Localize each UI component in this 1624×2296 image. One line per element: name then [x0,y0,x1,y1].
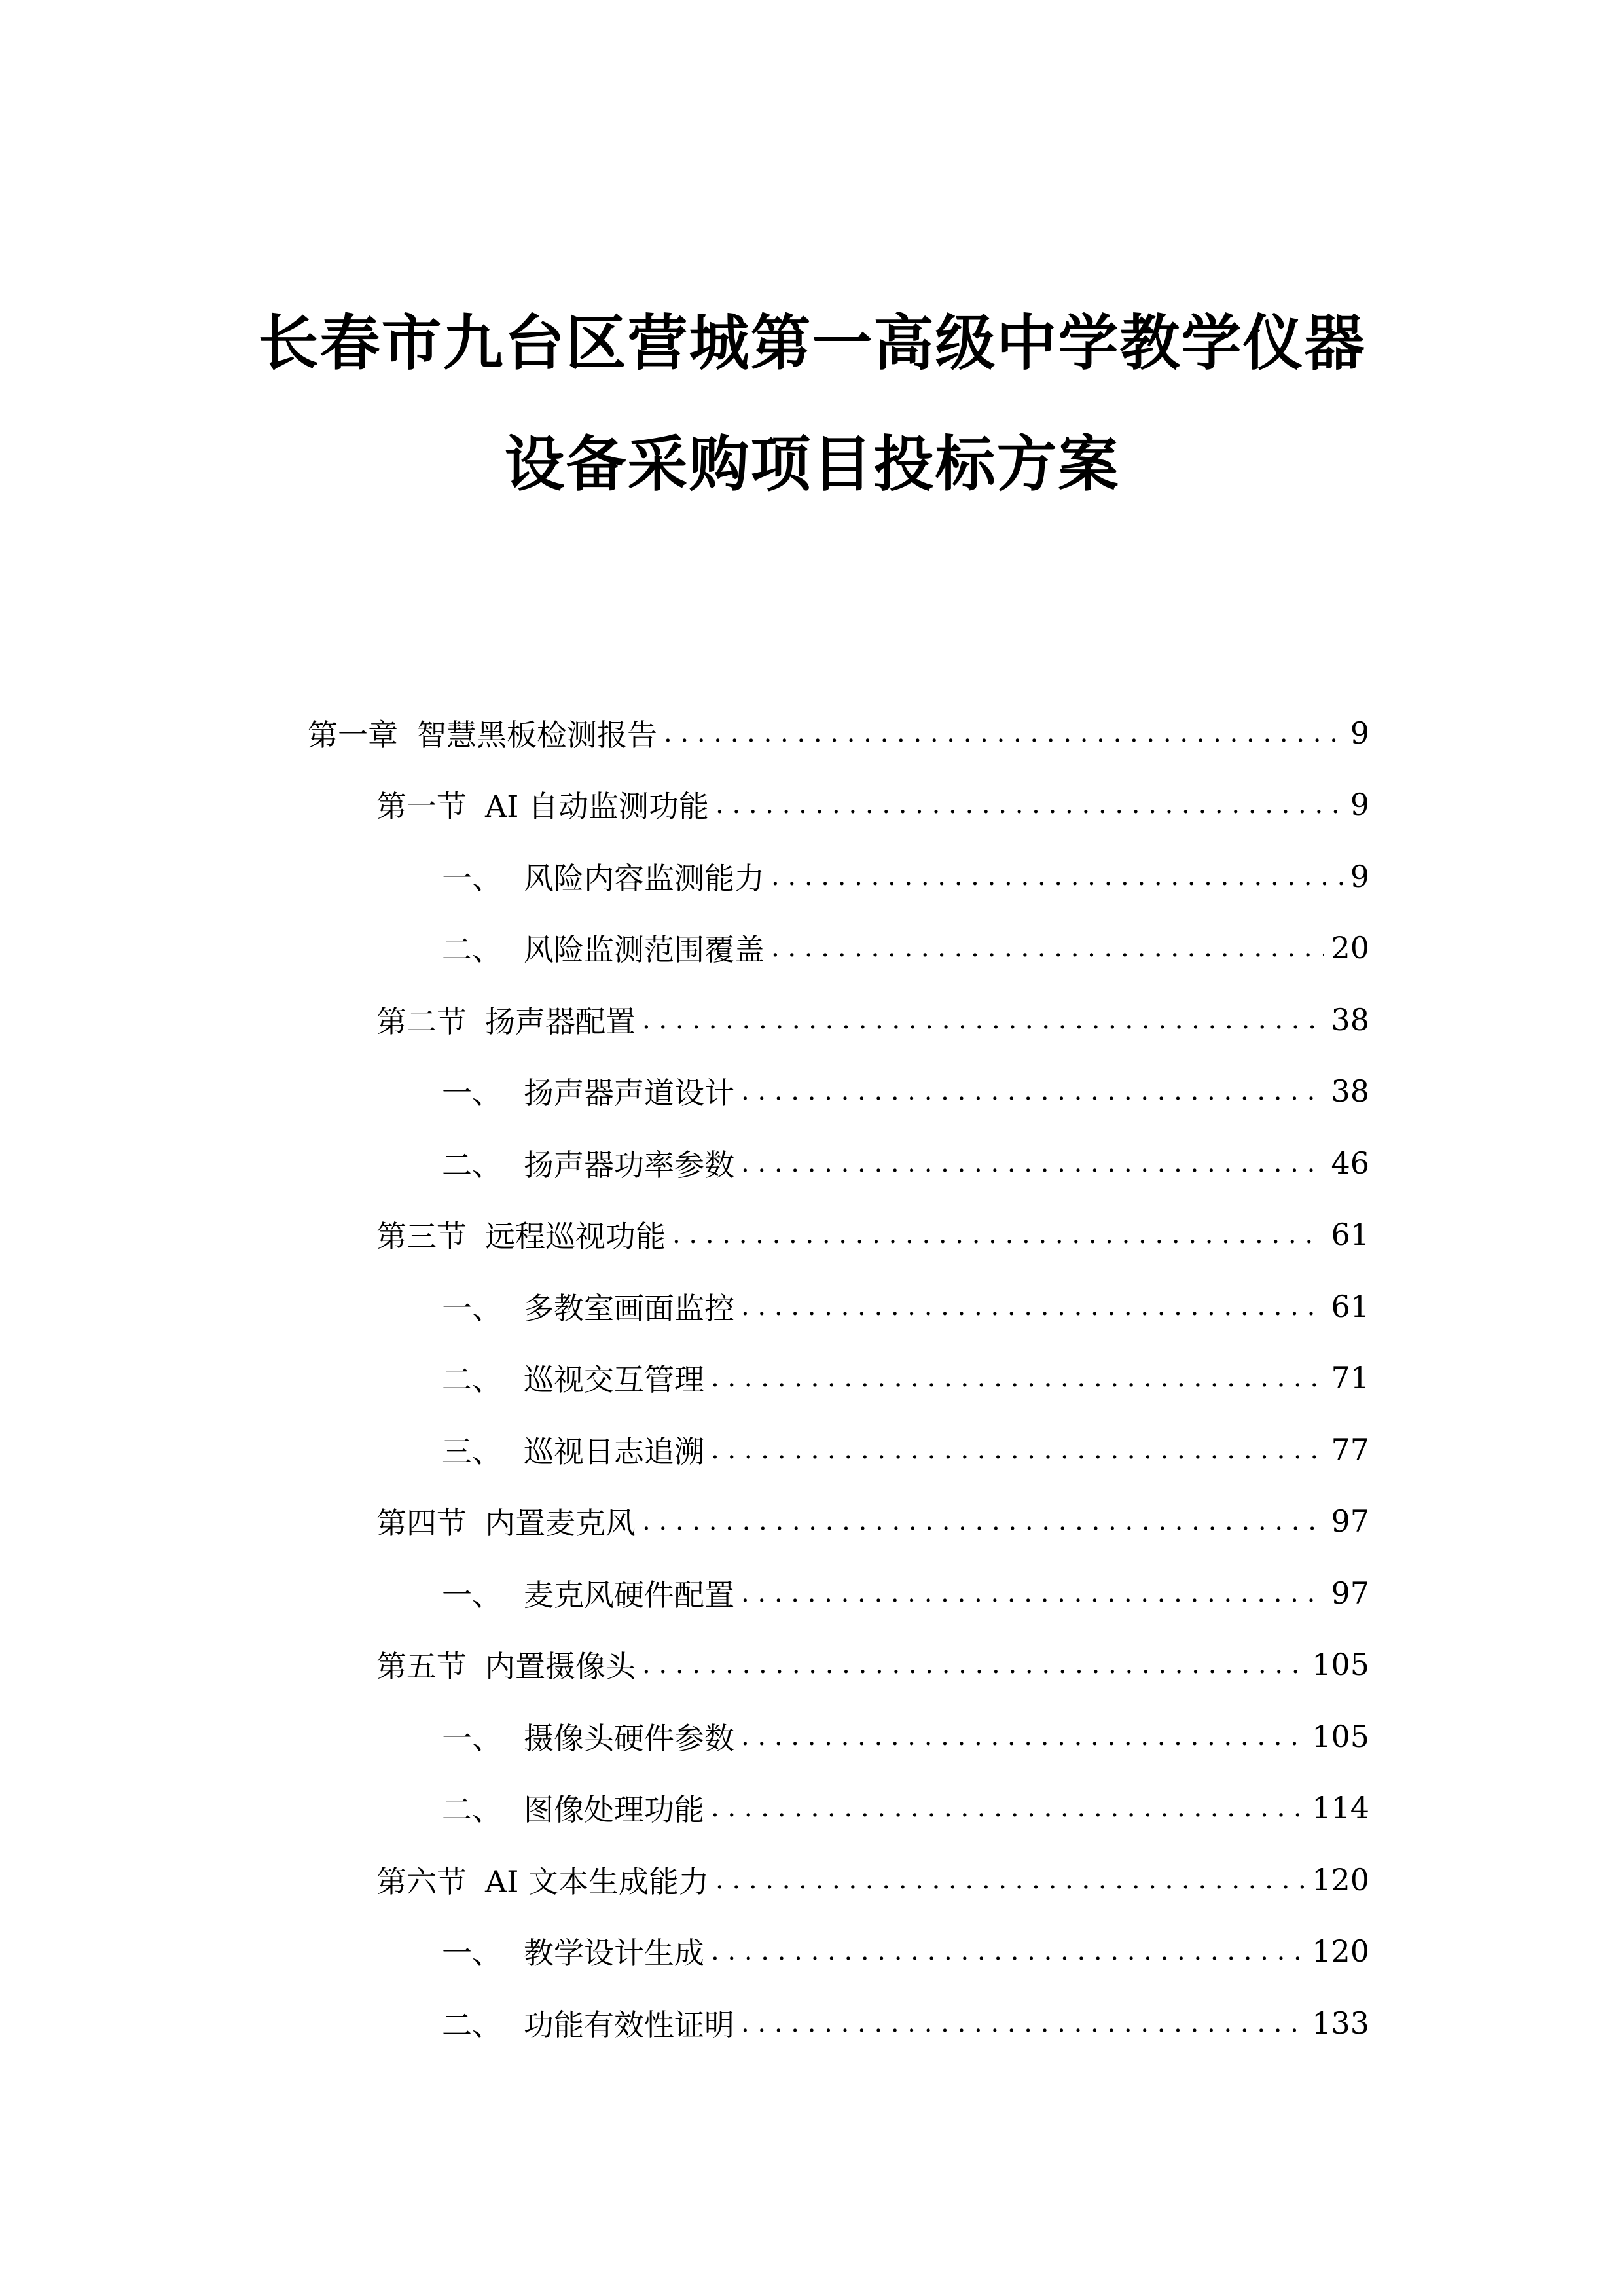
toc-entry-page-number: 20 [1331,930,1369,966]
toc-entry-title: 风险监测范围覆盖 [524,932,765,968]
toc-entry-page-number: 61 [1331,1217,1369,1253]
toc-entry-page-number: 9 [1350,715,1369,751]
toc-entry-page-number: 120 [1312,1933,1369,1969]
toc-dot-leader [711,1793,1305,1823]
toc-dot-leader [711,1435,1324,1465]
toc-entry[interactable] [308,769,1369,841]
toc-dot-leader [771,861,1344,891]
toc-entry[interactable] [308,1127,1369,1199]
toc-entry-page-number: 105 [1312,1718,1369,1754]
toc-entry[interactable] [308,1056,1369,1128]
toc-entry[interactable] [308,1199,1369,1271]
toc-entry-number: 二、 [442,1792,502,1828]
toc-entry-title: 内置摄像头 [485,1649,636,1685]
toc-entry-title: 扬声器声道设计 [524,1075,734,1111]
toc-entry[interactable] [308,1987,1369,2059]
toc-dot-leader [672,1219,1324,1249]
toc-entry-title: 智慧黑板检测报告 [416,717,657,753]
toc-entry-title: 图像处理功能 [524,1792,704,1828]
toc-entry[interactable] [308,1414,1369,1486]
toc-dot-leader [741,2008,1305,2038]
toc-entry-number: 二、 [442,1362,502,1398]
toc-entry-title: 多教室画面监控 [524,1290,734,1326]
toc-entry-page-number: 97 [1331,1575,1369,1611]
toc-entry-number: 第一节 [376,789,467,825]
toc-entry[interactable] [308,912,1369,984]
toc-entry[interactable] [308,697,1369,769]
toc-dot-leader [741,1148,1324,1178]
toc-dot-leader [642,1005,1324,1035]
toc-dot-leader [741,1291,1324,1321]
toc-entry-number: 第四节 [376,1505,467,1541]
toc-entry-number: 第三节 [376,1219,467,1255]
toc-dot-leader [741,1721,1305,1751]
toc-entry-number: 一、 [442,1720,502,1756]
toc-entry[interactable] [308,984,1369,1056]
toc-dot-leader [771,933,1324,963]
toc-entry[interactable] [308,1629,1369,1701]
toc-entry[interactable] [308,1844,1369,1916]
toc-entry-number: 第二节 [376,1003,467,1039]
toc-entry[interactable] [308,1557,1369,1629]
toc-entry-title: 风险内容监测能力 [524,860,765,896]
toc-entry-title: AI 文本生成能力 [485,1863,710,1899]
toc-entry[interactable] [308,1700,1369,1772]
toc-entry-title: 内置麦克风 [485,1505,636,1541]
table-of-contents [308,697,1369,2059]
toc-entry-title: 麦克风硬件配置 [524,1577,734,1613]
toc-entry-title: 巡视日志追溯 [524,1433,704,1469]
toc-entry[interactable] [308,1270,1369,1342]
toc-entry-title: 巡视交互管理 [524,1362,704,1398]
toc-entry-number: 一、 [442,1075,502,1111]
toc-entry-page-number: 9 [1350,858,1369,894]
toc-dot-leader [664,718,1344,748]
toc-dot-leader [711,1363,1324,1393]
toc-entry-number: 一、 [442,860,502,896]
toc-entry-number: 一、 [442,1290,502,1326]
toc-entry-title: 摄像头硬件参数 [524,1720,734,1756]
toc-entry[interactable] [308,1772,1369,1844]
toc-entry-number: 一、 [442,1577,502,1613]
document-title [0,308,1624,501]
toc-entry[interactable] [308,1916,1369,1988]
toc-entry-title: 远程巡视功能 [485,1219,666,1255]
toc-entry-number: 二、 [442,2007,502,2043]
toc-dot-leader [642,1649,1305,1679]
title-line-2: 设备采购项目投标方案 [504,429,1120,499]
toc-entry-title: 扬声器配置 [485,1003,636,1039]
toc-entry[interactable] [308,1486,1369,1558]
toc-dot-leader [715,1865,1305,1895]
title-line-1: 长春市九台区营城第一高级中学教学仪器 [258,308,1366,378]
toc-dot-leader [642,1506,1324,1536]
toc-entry-title: 功能有效性证明 [524,2007,734,2043]
toc-entry-page-number: 61 [1331,1288,1369,1324]
toc-entry-page-number: 38 [1331,1073,1369,1109]
toc-entry-title: AI 自动监测功能 [485,789,710,825]
toc-entry-page-number: 46 [1331,1145,1369,1181]
toc-entry[interactable] [308,1342,1369,1414]
toc-dot-leader [711,1936,1305,1966]
toc-entry-number: 第五节 [376,1649,467,1685]
toc-entry-number: 一、 [442,1935,502,1971]
toc-entry-page-number: 120 [1312,1861,1369,1897]
toc-entry-number: 第六节 [376,1863,467,1899]
toc-entry-number: 三、 [442,1433,502,1469]
toc-entry-page-number: 97 [1331,1503,1369,1539]
toc-entry[interactable] [308,840,1369,912]
toc-dot-leader [741,1578,1324,1608]
toc-entry-number: 第一章 [308,717,398,753]
toc-entry-number: 二、 [442,932,502,968]
toc-dot-leader [715,789,1344,819]
toc-entry-title: 教学设计生成 [524,1935,704,1971]
toc-entry-page-number: 9 [1350,787,1369,823]
toc-entry-number: 二、 [442,1147,502,1183]
toc-entry-page-number: 38 [1331,1001,1369,1037]
toc-entry-title: 扬声器功率参数 [524,1147,734,1183]
toc-entry-page-number: 71 [1331,1360,1369,1396]
toc-entry-page-number: 114 [1312,1790,1369,1826]
toc-entry-page-number: 133 [1312,2005,1369,2041]
toc-entry-page-number: 77 [1331,1431,1369,1467]
toc-entry-page-number: 105 [1312,1647,1369,1683]
toc-dot-leader [741,1076,1324,1106]
